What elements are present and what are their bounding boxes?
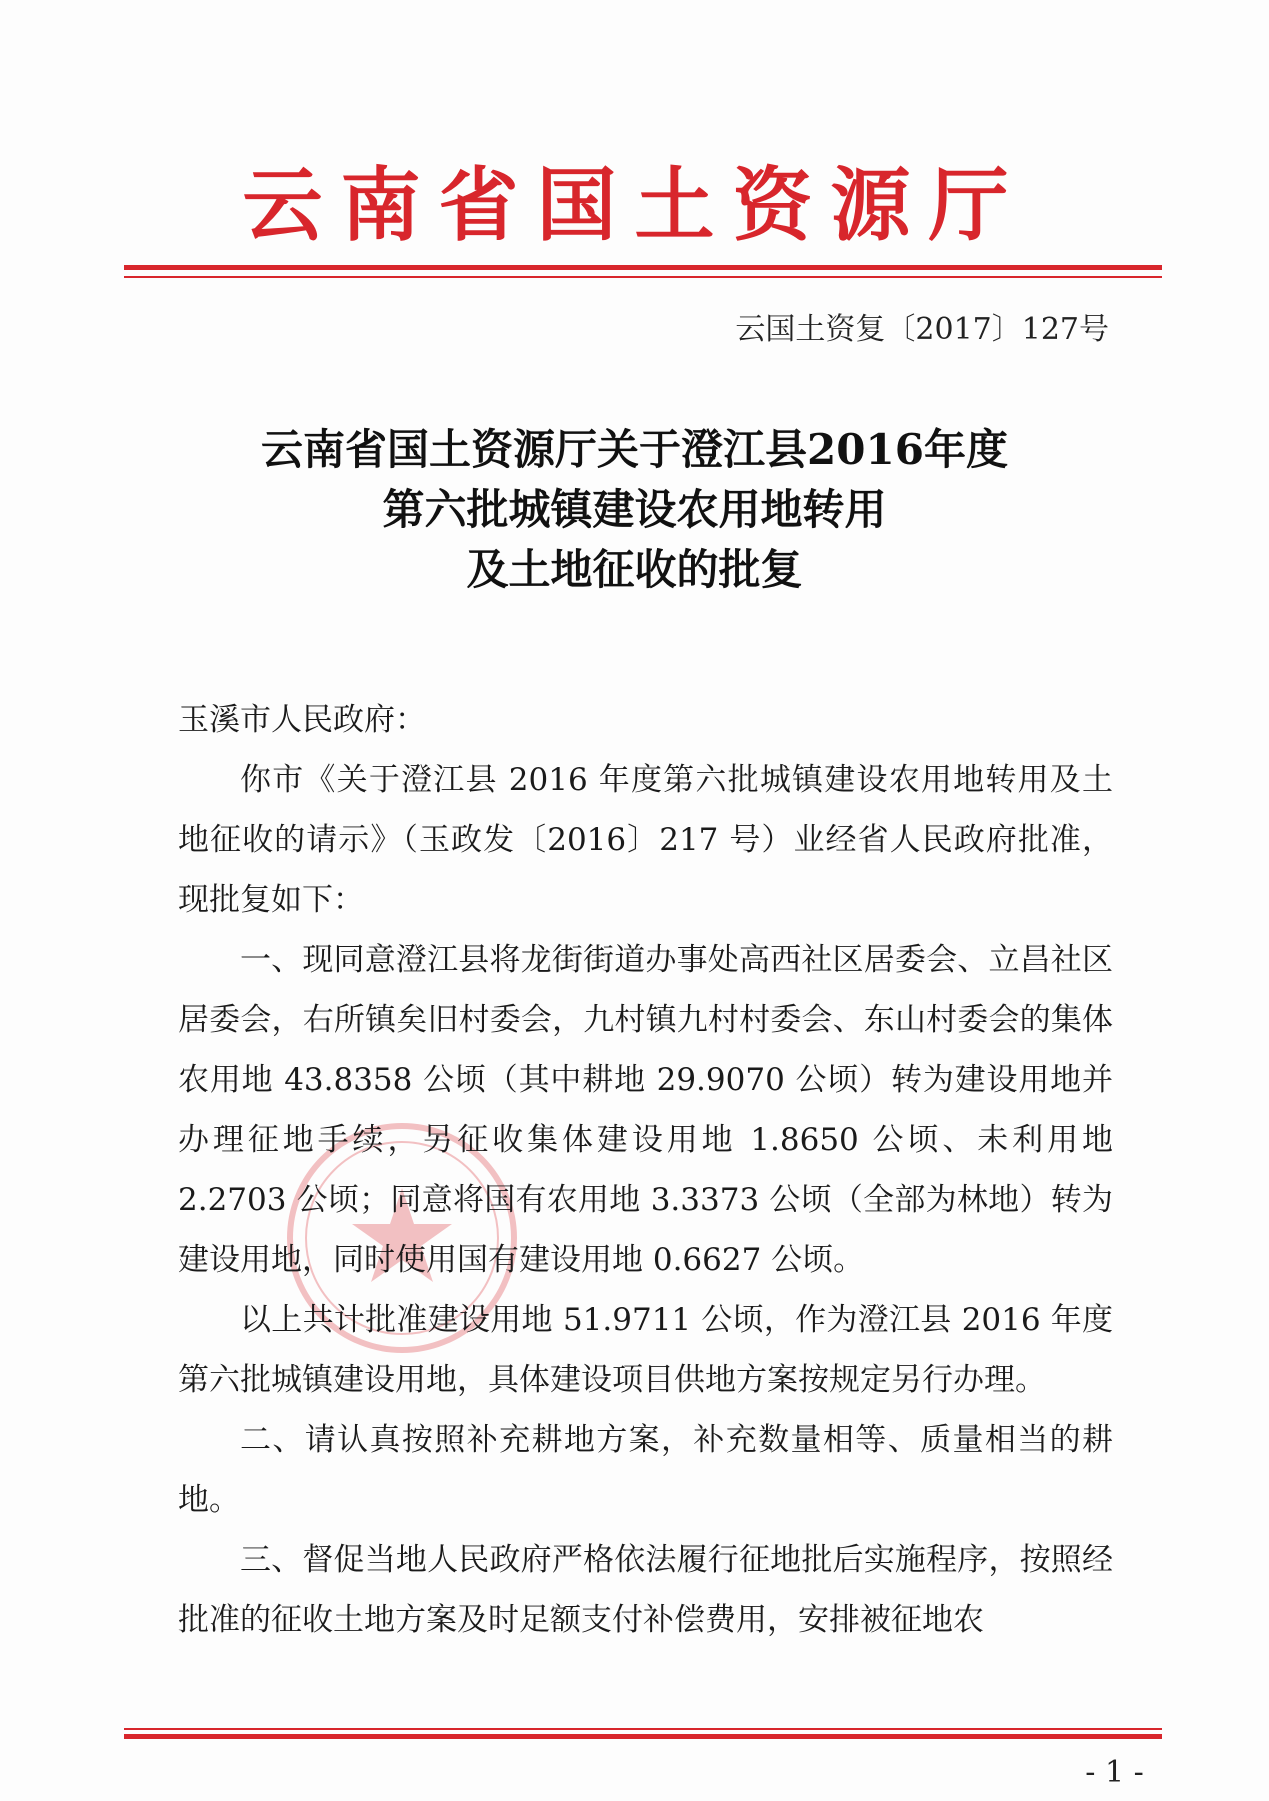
body-paragraph: 以上共计批准建设用地 51.9711 公顷，作为澄江县 2016 年度第六批城镇建设用地，具体建设项目供地方案按规定另行办理。 <box>178 1302 1113 1398</box>
document-title-line-2: 第六批城镇建设农用地转用 <box>382 485 887 534</box>
document-title <box>0 420 1269 600</box>
body-paragraph: 一、现同意澄江县将龙街街道办事处高西社区居委会、立昌社区居委会，右所镇矣旧村委会，九村镇九村村委会、东山村委会的集体农用地 43.8358 公顷（其中耕地 29.9070 公顷）转为建设用地并办理征地手续，另征收集体建设用地 1.8650 公顷、未利用地 2.2703 公顷；同意将国有农用地 3.3373 公顷（全部为林地）转为建设用地，同时使用国有建设用地 0.6627 公顷。 <box>178 942 1113 1278</box>
footer-rule-thin <box>124 1728 1162 1730</box>
footer-rule-thick <box>124 1734 1162 1739</box>
document-number: 云国土资复〔2017〕127号 <box>735 312 1109 347</box>
addressee: 玉溪市人民政府： <box>178 702 426 738</box>
body-paragraph: 三、督促当地人民政府严格依法履行征地批后实施程序，按照经批准的征收土地方案及时足额支付补偿费用，安排被征地农 <box>178 1542 1113 1638</box>
header-rule-thin <box>124 276 1162 278</box>
body-paragraph: 二、请认真按照补充耕地方案，补充数量相等、质量相当的耕地。 <box>178 1422 1113 1518</box>
document-title-line-1: 云南省国土资源厅关于澄江县2016年度 <box>261 425 1008 474</box>
body-paragraph: 你市《关于澄江县 2016 年度第六批城镇建设农用地转用及土地征收的请示》（玉政发〔2016〕217 号）业经省人民政府批准，现批复如下： <box>178 762 1113 918</box>
org-header-title: 云南省国土资源厅 <box>242 158 1027 252</box>
page-number: - 1 - <box>1085 1755 1144 1790</box>
header-rule-thick <box>124 265 1162 270</box>
document-title-line-3: 及土地征收的批复 <box>466 545 803 594</box>
document-body <box>178 690 1113 1650</box>
